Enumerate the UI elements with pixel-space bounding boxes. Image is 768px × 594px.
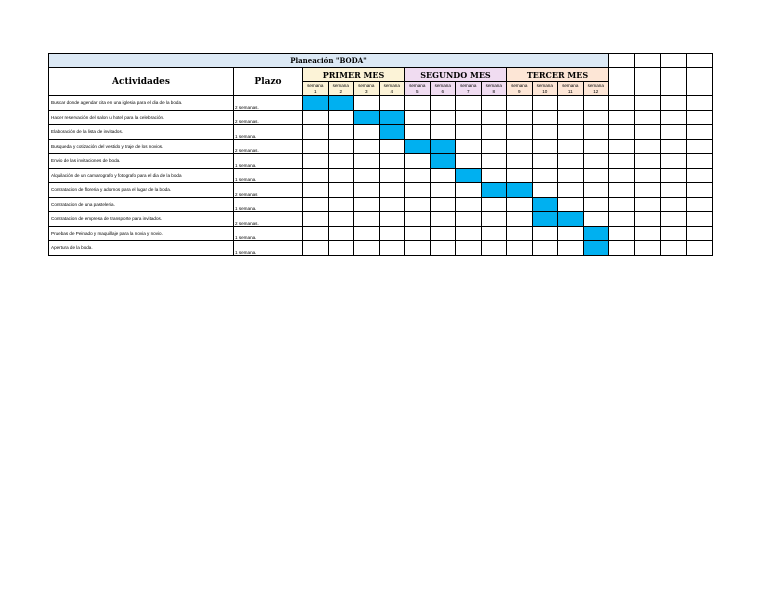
gantt-cell[interactable] — [507, 168, 533, 183]
gantt-cell[interactable] — [379, 96, 405, 111]
task-plazo[interactable]: 2 semanas. — [234, 96, 303, 111]
gantt-bar-cell[interactable] — [379, 125, 405, 140]
gantt-cell[interactable] — [583, 139, 609, 154]
gantt-cell[interactable] — [456, 96, 482, 111]
gantt-cell[interactable] — [583, 183, 609, 198]
empty-cell[interactable] — [687, 241, 713, 256]
gantt-cell[interactable] — [405, 168, 431, 183]
gantt-cell[interactable] — [558, 139, 584, 154]
task-row — [49, 241, 713, 256]
empty-cell[interactable] — [609, 54, 635, 68]
gantt-cell[interactable] — [558, 241, 584, 256]
gantt-cell[interactable] — [354, 96, 380, 111]
week-header-4[interactable] — [379, 82, 405, 96]
gantt-cell[interactable] — [532, 125, 558, 140]
week-word: semana — [562, 82, 579, 88]
gantt-cell[interactable] — [328, 241, 354, 256]
gantt-bar-cell[interactable] — [532, 197, 558, 212]
week-header-3[interactable] — [354, 82, 380, 96]
gantt-cell[interactable] — [558, 154, 584, 169]
empty-cell[interactable] — [609, 226, 635, 241]
gantt-cell[interactable] — [456, 226, 482, 241]
task-plazo[interactable]: 1 semana. — [234, 125, 303, 140]
gantt-sheet — [48, 53, 713, 256]
empty-cell[interactable] — [687, 96, 713, 111]
task-plazo[interactable]: 2 semanas. — [234, 212, 303, 227]
gantt-cell[interactable] — [532, 241, 558, 256]
gantt-cell[interactable] — [481, 241, 507, 256]
week-header-2[interactable] — [328, 82, 354, 96]
gantt-cell[interactable] — [405, 125, 431, 140]
gantt-bar-cell[interactable] — [481, 183, 507, 198]
week-word: semana — [434, 82, 451, 88]
empty-cell[interactable] — [609, 183, 635, 198]
gantt-cell[interactable] — [481, 96, 507, 111]
gantt-cell[interactable] — [558, 125, 584, 140]
gantt-cell[interactable] — [354, 212, 380, 227]
empty-cell[interactable] — [609, 241, 635, 256]
gantt-cell[interactable] — [405, 197, 431, 212]
week-number: 5 — [415, 88, 419, 94]
gantt-cell[interactable] — [456, 241, 482, 256]
gantt-cell[interactable] — [379, 197, 405, 212]
empty-cell[interactable] — [661, 125, 687, 140]
empty-cell[interactable] — [635, 168, 661, 183]
task-plazo[interactable]: 1 semana. — [234, 197, 303, 212]
gantt-cell[interactable] — [328, 125, 354, 140]
gantt-cell[interactable] — [328, 110, 354, 125]
empty-cell[interactable] — [687, 197, 713, 212]
gantt-cell[interactable] — [456, 110, 482, 125]
gantt-bar-cell[interactable] — [328, 96, 354, 111]
gantt-cell[interactable] — [507, 125, 533, 140]
gantt-bar-cell[interactable] — [456, 168, 482, 183]
empty-cell[interactable] — [661, 197, 687, 212]
gantt-cell[interactable] — [354, 183, 380, 198]
gantt-cell[interactable] — [558, 96, 584, 111]
task-activity[interactable]: Busqueda y cotización del vestido y traje de los novios. — [49, 139, 234, 154]
gantt-bar-cell[interactable] — [430, 139, 456, 154]
week-number: 8 — [492, 88, 496, 94]
task-activity[interactable]: Pruebas de Peinado y maquillaje para la novia y novio. — [49, 226, 234, 241]
gantt-bar-cell[interactable] — [507, 183, 533, 198]
gantt-cell[interactable] — [354, 168, 380, 183]
gantt-cell[interactable] — [507, 96, 533, 111]
gantt-cell[interactable] — [583, 110, 609, 125]
empty-cell[interactable] — [609, 96, 635, 111]
task-row — [49, 154, 713, 169]
gantt-cell[interactable] — [354, 241, 380, 256]
empty-cell[interactable] — [635, 154, 661, 169]
gantt-cell[interactable] — [379, 139, 405, 154]
gantt-cell[interactable] — [507, 197, 533, 212]
empty-cell[interactable] — [635, 125, 661, 140]
header-plazo[interactable]: Plazo — [234, 68, 303, 96]
week-number: 3 — [364, 88, 368, 94]
gantt-cell[interactable] — [328, 139, 354, 154]
empty-cell[interactable] — [661, 68, 687, 96]
gantt-cell[interactable] — [507, 226, 533, 241]
gantt-cell[interactable] — [507, 154, 533, 169]
week-header-10[interactable] — [532, 82, 558, 96]
gantt-cell[interactable] — [379, 212, 405, 227]
gantt-cell[interactable] — [558, 226, 584, 241]
empty-cell[interactable] — [635, 183, 661, 198]
title-row — [49, 54, 713, 68]
gantt-cell[interactable] — [405, 110, 431, 125]
gantt-cell[interactable] — [354, 125, 380, 140]
gantt-cell[interactable] — [456, 183, 482, 198]
gantt-cell[interactable] — [583, 154, 609, 169]
gantt-cell[interactable] — [583, 212, 609, 227]
gantt-cell[interactable] — [481, 197, 507, 212]
gantt-cell[interactable] — [481, 154, 507, 169]
week-number: 10 — [542, 88, 548, 94]
empty-cell[interactable] — [635, 139, 661, 154]
empty-cell[interactable] — [687, 68, 713, 96]
gantt-cell[interactable] — [456, 212, 482, 227]
gantt-cell[interactable] — [303, 154, 329, 169]
gantt-cell[interactable] — [430, 125, 456, 140]
week-header-8[interactable] — [481, 82, 507, 96]
gantt-cell[interactable] — [303, 241, 329, 256]
gantt-bar-cell[interactable] — [532, 212, 558, 227]
empty-cell[interactable] — [687, 54, 713, 68]
empty-cell[interactable] — [661, 139, 687, 154]
gantt-cell[interactable] — [303, 125, 329, 140]
gantt-cell[interactable] — [583, 168, 609, 183]
empty-cell[interactable] — [609, 125, 635, 140]
month-header-1[interactable]: PRIMER MES — [303, 68, 405, 82]
gantt-cell[interactable] — [328, 183, 354, 198]
empty-cell[interactable] — [661, 168, 687, 183]
task-plazo[interactable]: 2 semanas. — [234, 110, 303, 125]
month-header-3[interactable]: TERCER MES — [507, 68, 609, 82]
empty-cell[interactable] — [661, 241, 687, 256]
gantt-cell[interactable] — [379, 183, 405, 198]
empty-cell[interactable] — [635, 241, 661, 256]
empty-cell[interactable] — [609, 197, 635, 212]
task-plazo[interactable]: 1 semana. — [234, 241, 303, 256]
week-number: 9 — [517, 88, 521, 94]
week-header-11[interactable] — [558, 82, 584, 96]
gantt-cell[interactable] — [507, 139, 533, 154]
empty-cell[interactable] — [635, 68, 661, 96]
empty-cell[interactable] — [609, 168, 635, 183]
empty-cell[interactable] — [661, 96, 687, 111]
gantt-cell[interactable] — [583, 197, 609, 212]
gantt-cell[interactable] — [558, 168, 584, 183]
gantt-cell[interactable] — [481, 212, 507, 227]
gantt-cell[interactable] — [532, 110, 558, 125]
gantt-cell[interactable] — [328, 212, 354, 227]
gantt-cell[interactable] — [430, 212, 456, 227]
month-row — [49, 68, 713, 82]
week-word: semana — [307, 82, 324, 88]
gantt-cell[interactable] — [303, 226, 329, 241]
gantt-cell[interactable] — [430, 168, 456, 183]
gantt-cell[interactable] — [583, 96, 609, 111]
empty-cell[interactable] — [687, 168, 713, 183]
gantt-cell[interactable] — [354, 197, 380, 212]
gantt-cell[interactable] — [558, 110, 584, 125]
empty-cell[interactable] — [661, 110, 687, 125]
empty-cell[interactable] — [609, 154, 635, 169]
gantt-cell[interactable] — [481, 139, 507, 154]
week-number: 7 — [466, 88, 470, 94]
week-number: 2 — [339, 88, 343, 94]
gantt-cell[interactable] — [481, 226, 507, 241]
task-row — [49, 139, 713, 154]
gantt-cell[interactable] — [303, 168, 329, 183]
task-activity[interactable]: Elaboración de la lista de invitados. — [49, 125, 234, 140]
task-activity[interactable]: Contratacion de floreria y adornos para el lugar de la boda. — [49, 183, 234, 198]
gantt-cell[interactable] — [405, 96, 431, 111]
week-header-1[interactable] — [303, 82, 329, 96]
gantt-bar-cell[interactable] — [379, 110, 405, 125]
gantt-cell[interactable] — [532, 139, 558, 154]
gantt-cell[interactable] — [507, 241, 533, 256]
week-word: semana — [358, 82, 375, 88]
empty-cell[interactable] — [635, 212, 661, 227]
week-header-7[interactable] — [456, 82, 482, 96]
task-activity[interactable]: Hacer reservación del salon u hotel para la celebración. — [49, 110, 234, 125]
gantt-cell[interactable] — [430, 110, 456, 125]
empty-cell[interactable] — [687, 110, 713, 125]
task-plazo[interactable]: 1 semana. — [234, 168, 303, 183]
task-activity[interactable]: Contratacion de una pasteleria. — [49, 197, 234, 212]
week-word: semana — [332, 82, 349, 88]
task-activity[interactable]: Alquilación de un camarografo y fotografo para el dia de la boda — [49, 168, 234, 183]
gantt-bar-cell[interactable] — [405, 139, 431, 154]
gantt-bar-cell[interactable] — [583, 226, 609, 241]
week-number: 12 — [593, 88, 599, 94]
week-word: semana — [587, 82, 604, 88]
empty-cell[interactable] — [687, 154, 713, 169]
empty-cell[interactable] — [609, 139, 635, 154]
gantt-cell[interactable] — [303, 139, 329, 154]
empty-cell[interactable] — [635, 54, 661, 68]
week-word: semana — [485, 82, 502, 88]
gantt-cell[interactable] — [354, 139, 380, 154]
gantt-cell[interactable] — [583, 125, 609, 140]
gantt-cell[interactable] — [405, 212, 431, 227]
gantt-bar-cell[interactable] — [303, 96, 329, 111]
gantt-cell[interactable] — [379, 154, 405, 169]
gantt-cell[interactable] — [456, 154, 482, 169]
task-plazo[interactable]: 1 semana. — [234, 154, 303, 169]
week-header-6[interactable] — [430, 82, 456, 96]
empty-cell[interactable] — [687, 212, 713, 227]
gantt-cell[interactable] — [532, 154, 558, 169]
gantt-cell[interactable] — [379, 226, 405, 241]
gantt-cell[interactable] — [430, 197, 456, 212]
empty-cell[interactable] — [635, 96, 661, 111]
empty-cell[interactable] — [635, 226, 661, 241]
gantt-cell[interactable] — [532, 96, 558, 111]
header-actividades[interactable]: Actividades — [49, 68, 234, 96]
week-word: semana — [536, 82, 553, 88]
gantt-cell[interactable] — [379, 168, 405, 183]
week-number: 1 — [313, 88, 317, 94]
week-word: semana — [511, 82, 528, 88]
gantt-cell[interactable] — [405, 183, 431, 198]
gantt-cell[interactable] — [430, 96, 456, 111]
task-row — [49, 212, 713, 227]
gantt-cell[interactable] — [328, 168, 354, 183]
gantt-cell[interactable] — [328, 226, 354, 241]
task-activity[interactable]: Buscar donde agendar cita en una iglesia para el dia de la boda. — [49, 96, 234, 111]
week-number: 11 — [567, 88, 573, 94]
empty-cell[interactable] — [635, 197, 661, 212]
gantt-cell[interactable] — [532, 168, 558, 183]
gantt-bar-cell[interactable] — [583, 241, 609, 256]
task-row — [49, 125, 713, 140]
task-row — [49, 197, 713, 212]
empty-cell[interactable] — [687, 125, 713, 140]
empty-cell[interactable] — [609, 68, 635, 96]
task-row — [49, 226, 713, 241]
gantt-cell[interactable] — [456, 139, 482, 154]
week-header-5[interactable] — [405, 82, 431, 96]
gantt-cell[interactable] — [354, 226, 380, 241]
task-activity[interactable]: Apertura de la boda. — [49, 241, 234, 256]
gantt-cell[interactable] — [430, 226, 456, 241]
gantt-cell[interactable] — [303, 197, 329, 212]
week-header-9[interactable] — [507, 82, 533, 96]
week-word: semana — [409, 82, 426, 88]
task-plazo[interactable]: 1 semana. — [234, 226, 303, 241]
gantt-cell[interactable] — [303, 110, 329, 125]
empty-cell[interactable] — [661, 154, 687, 169]
gantt-cell[interactable] — [405, 241, 431, 256]
empty-cell[interactable] — [687, 226, 713, 241]
empty-cell[interactable] — [609, 212, 635, 227]
week-header-12[interactable] — [583, 82, 609, 96]
empty-cell[interactable] — [661, 212, 687, 227]
gantt-cell[interactable] — [328, 154, 354, 169]
gantt-cell[interactable] — [558, 183, 584, 198]
gantt-cell[interactable] — [379, 241, 405, 256]
task-plazo[interactable]: 2 semanas. — [234, 139, 303, 154]
week-word: semana — [460, 82, 477, 88]
empty-cell[interactable] — [661, 54, 687, 68]
gantt-cell[interactable] — [405, 226, 431, 241]
gantt-cell[interactable] — [430, 241, 456, 256]
gantt-bar-cell[interactable] — [558, 212, 584, 227]
gantt-cell[interactable] — [456, 125, 482, 140]
gantt-cell[interactable] — [481, 168, 507, 183]
empty-cell[interactable] — [661, 226, 687, 241]
sheet-title[interactable]: Planeación "BODA" — [49, 54, 609, 68]
task-plazo[interactable]: 2 semanas — [234, 183, 303, 198]
gantt-cell[interactable] — [481, 110, 507, 125]
task-activity[interactable]: Contratacion de empresa de transporte para invitados. — [49, 212, 234, 227]
task-row — [49, 96, 713, 111]
task-row — [49, 183, 713, 198]
task-activity[interactable]: Envio de las invitaciones de boda. — [49, 154, 234, 169]
gantt-cell[interactable] — [303, 212, 329, 227]
empty-cell[interactable] — [609, 110, 635, 125]
month-header-2[interactable]: SEGUNDO MES — [405, 68, 507, 82]
empty-cell[interactable] — [687, 183, 713, 198]
gantt-cell[interactable] — [430, 183, 456, 198]
gantt-cell[interactable] — [481, 125, 507, 140]
task-row — [49, 168, 713, 183]
empty-cell[interactable] — [661, 183, 687, 198]
gantt-cell[interactable] — [405, 154, 431, 169]
gantt-cell[interactable] — [456, 197, 482, 212]
gantt-cell[interactable] — [532, 183, 558, 198]
empty-cell[interactable] — [687, 139, 713, 154]
week-number: 4 — [390, 88, 394, 94]
week-word: semana — [383, 82, 400, 88]
gantt-bar-cell[interactable] — [430, 154, 456, 169]
gantt-cell[interactable] — [328, 197, 354, 212]
task-row — [49, 110, 713, 125]
empty-cell[interactable] — [635, 110, 661, 125]
gantt-cell[interactable] — [507, 212, 533, 227]
gantt-cell[interactable] — [532, 226, 558, 241]
gantt-cell[interactable] — [558, 197, 584, 212]
gantt-cell[interactable] — [303, 183, 329, 198]
week-number: 6 — [441, 88, 445, 94]
gantt-cell[interactable] — [354, 154, 380, 169]
gantt-bar-cell[interactable] — [354, 110, 380, 125]
gantt-cell[interactable] — [507, 110, 533, 125]
